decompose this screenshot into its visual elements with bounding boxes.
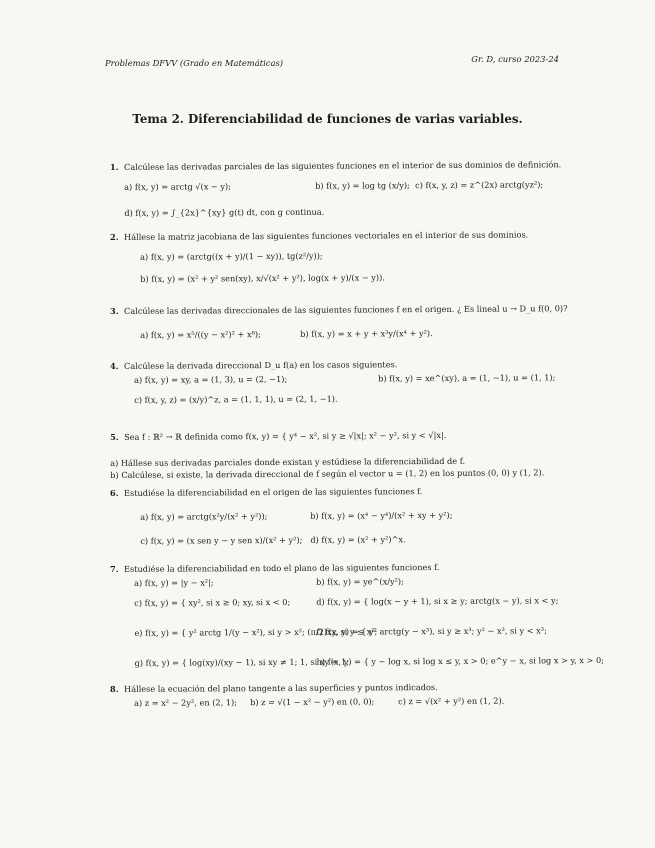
page-title: Tema 2. Diferenciabilidad de funciones de varias variables. xyxy=(132,112,523,126)
problem-item: a) Hállese sus derivadas parciales donde existan y estúdiese la diferenciabilidad de f. xyxy=(110,455,466,468)
problem-item: a) f(x, y) = |y − x²|; xyxy=(134,577,214,588)
problem-item: b) Calcúlese, si existe, la derivada direccional de f según el vector u = (1, 2) en los puntos (0, 0) y (1, 2). xyxy=(110,467,545,480)
problem-item: a) f(x, y) = x⁵/((y − x²)² + x⁸); xyxy=(140,329,261,340)
problem-statement: Estudiése la diferenciabilidad en el origen de las siguientes funciones f. xyxy=(123,486,423,498)
problem-item: c) f(x, y) = { xy², si x ≥ 0; xy, si x < 0; xyxy=(134,596,291,608)
problem-item: f) f(x, y) = { y² arctg(y − x³), si y ≥ x³; y² − x³, si y < x³; xyxy=(316,625,547,637)
problem-item: d) f(x, y) = { log(x − y + 1), si x ≥ y; arctg(x − y), si x < y; xyxy=(316,595,559,607)
problem-number: 5. xyxy=(110,431,119,442)
problem-number: 8. xyxy=(110,683,119,694)
problem-item: c) z = √(x² + y²) en (1, 2). xyxy=(398,695,505,707)
problem-5 xyxy=(110,425,570,480)
problem-item: b) f(x, y) = log tg (x/y); xyxy=(315,180,410,191)
problem-item: c) f(x, y, z) = z^(2x) arctg(yz²); xyxy=(415,179,544,191)
problem-item: c) f(x, y, z) = (x/y)^z, a = (1, 1, 1), u = (2, 1, −1). xyxy=(134,393,338,405)
problem-item: b) f(x, y) = (x⁴ − y⁴)/(x² + xy + y²); xyxy=(310,509,453,521)
problem-8 xyxy=(110,681,570,710)
header-right: Gr. D, curso 2023-24 xyxy=(471,54,559,64)
problem-item: b) f(x, y) = xe^(xy), a = (1, −1), u = (1, 1); xyxy=(378,372,556,384)
problem-item: b) z = √(1 − x² − y²) en (0, 0); xyxy=(250,696,375,708)
problem-1 xyxy=(110,159,570,222)
problem-item: d) f(x, y) = ∫_{2x}^{xy} g(t) dt, con g continua. xyxy=(124,206,325,218)
problem-3 xyxy=(110,303,570,344)
problem-item: b) f(x, y) = (x² + y² sen(xy), x/√(x² + y²), log(x + y)/(x − y)). xyxy=(140,272,385,284)
problem-statement: Hállese la ecuación del plano tangente a las superficies y puntos indicados. xyxy=(123,681,438,694)
problem-7 xyxy=(110,561,604,676)
problem-number: 2. xyxy=(110,231,119,242)
problem-item: a) f(x, y) = arctg √(x − y); xyxy=(124,181,231,192)
problem-statement: Estudiése la diferenciabilidad en todo el plano de las siguientes funciones f. xyxy=(123,561,440,574)
problem-item: g) f(x, y) = { log(xy)/(xy − 1), si xy ≠ 1; 1, si xy = 1; xyxy=(134,656,350,668)
problem-item: d) f(x, y) = (x² + y²)^x. xyxy=(310,534,406,545)
problem-item: h) f(x, y) = { y − log x, si log x ≤ y, x > 0; e^y − x, si log x > y, x > 0; xyxy=(316,654,604,667)
problem-item: a) f(x, y) = arctg(x²y/(x² + y²)); xyxy=(140,511,268,522)
problem-item: b) f(x, y) = ye^(x/y²); xyxy=(316,576,404,587)
problem-statement: Hállese la matriz jacobiana de las siguientes funciones vectoriales en el interior de sus dominios. xyxy=(123,229,529,242)
problem-item: e) f(x, y) = { y² arctg 1/(y − x²), si y > x²; (π/2)xy, si y ≤ x²; xyxy=(134,626,378,638)
problem-item: a) z = x² − 2y², en (2, 1); xyxy=(134,697,237,708)
header-left: Problemas DFVV (Grado en Matemáticas) xyxy=(105,58,284,68)
problem-6 xyxy=(110,485,570,550)
problem-number: 7. xyxy=(110,563,119,574)
problem-item: c) f(x, y) = (x sen y − y sen x)/(x² + y²); xyxy=(140,534,303,546)
problem-item: a) f(x, y) = xy, a = (1, 3), u = (2, −1); xyxy=(134,373,288,385)
problem-statement: Calcúlese la derivada direccional D_u f(a) en los casos siguientes. xyxy=(123,359,398,371)
problem-number: 6. xyxy=(110,487,119,498)
problem-number: 3. xyxy=(110,305,119,316)
problem-statement: Calcúlese las derivadas parciales de las siguientes funciones en el interior de sus dominios de definición. xyxy=(123,159,562,172)
problem-number: 1. xyxy=(110,161,119,172)
problem-2 xyxy=(110,229,570,290)
problem-statement: Calcúlese las derivadas direccionales de las siguientes funciones f en el origen. ¿ Es lineal u → D_u f(0, 0)? xyxy=(123,303,568,316)
problem-item: a) f(x, y) = (arctg((x + y)/(1 − xy)), tg(z²/y)); xyxy=(140,250,323,262)
problem-number: 4. xyxy=(110,360,119,371)
problem-item: b) f(x, y) = x + y + x³y/(x⁴ + y²). xyxy=(300,328,433,339)
problem-statement: Sea f : ℝ² → ℝ definida como f(x, y) = { y⁴ − x², si y ≥ √|x|; x² − y², si y < √|x|. xyxy=(124,429,447,442)
problem-4 xyxy=(110,358,570,407)
